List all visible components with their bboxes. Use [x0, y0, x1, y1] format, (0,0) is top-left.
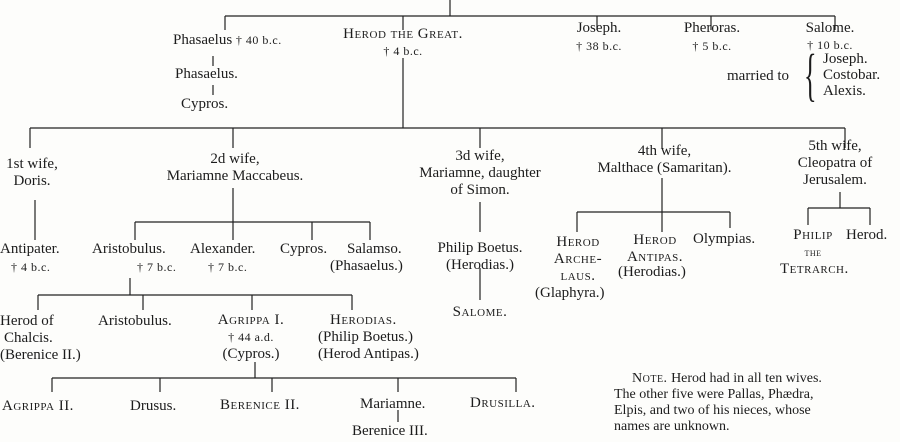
antipater: Antipater. [0, 241, 60, 257]
phasaelus-name: Phasaelus [173, 32, 233, 48]
herod-the-great-death: † 4 b.c. [383, 44, 423, 58]
married-to-label: married to [727, 68, 790, 84]
footnote: Note. Herod had in all ten wives. The other five were Pallas, Phædra, Elpis, and two of his nieces, whose names are unknown. [614, 371, 822, 434]
joseph-death: † 38 b.c. [576, 39, 622, 53]
husband-joseph: Joseph. [823, 51, 868, 67]
drusilla: Drusilla. [470, 395, 536, 411]
salome-node: Salome. [805, 20, 855, 36]
wife-mariamne-maccabeus: 2d wife, Mariamne Maccabeus. [166, 151, 304, 184]
herod-the-great: Herod the Great. [343, 26, 463, 42]
phasaelus-node [173, 32, 282, 49]
salamso: Salamso. [347, 241, 402, 257]
aristobulus: Aristobulus. [92, 241, 166, 257]
berenice-iii: Berenice III. [352, 423, 428, 439]
aristobulus-death: † 7 b.c. [137, 260, 177, 274]
joseph-node: Joseph. [576, 20, 622, 36]
alexander-death: † 7 b.c. [208, 260, 248, 274]
salome-granddaughter: Salome. [452, 304, 508, 320]
pheroras-death: † 5 b.c. [692, 39, 732, 53]
wife-doris: 1st wife, Doris. [6, 156, 58, 189]
wife-mariamne-simon: 3d wife, Mariamne, daughter of Simon. [419, 148, 541, 198]
cypros-daughter: Cypros. [181, 96, 229, 112]
berenice-ii: Berenice II. [220, 397, 300, 413]
herod-archelaus-spouse: (Glaphyra.) [535, 285, 605, 301]
herod-antipas: Herod Antipas. [626, 232, 684, 265]
drusus: Drusus. [130, 398, 177, 414]
antipater-death: † 4 b.c. [11, 260, 51, 274]
wife-cleopatra: 5th wife, Cleopatra of Jerusalem. [797, 138, 873, 188]
note-label: Note. [632, 371, 668, 386]
salamso-spouse: (Phasaelus.) [330, 258, 403, 274]
phasaelus-son: Phasaelus. [175, 66, 238, 82]
salome-death: † 10 b.c. [807, 38, 853, 52]
agrippa-i: Agrippa I. † 44 a.d. (Cypros.) [217, 312, 285, 362]
mariamne-daughter: Mariamne. [360, 396, 426, 412]
pheroras-node: Pheroras. [683, 20, 741, 36]
wife-malthace: 4th wife, Malthace (Samaritan). [597, 143, 732, 176]
herod-archelaus: Herod Arche- laus. [553, 234, 603, 284]
phasaelus-death: † 40 b.c. [235, 33, 282, 47]
aristobulus-son: Aristobulus. [98, 313, 172, 329]
philip-the-tetrarch: Philip the Tetrarch. [780, 227, 849, 277]
agrippa-ii: Agrippa II. [2, 398, 74, 414]
herodias: Herodias. (Philip Boetus.) (Herod Antipas.) [318, 312, 419, 362]
olympias: Olympias. [693, 231, 756, 247]
herod-of-chalcis: Herod of Chalcis. (Berenice II.) [0, 313, 81, 363]
philip-boetus: Philip Boetus. [437, 240, 523, 256]
herod-antipas-spouse: (Herodias.) [618, 264, 686, 280]
alexander: Alexander. [190, 241, 256, 257]
cypros-daughter-of-mariamne: Cypros. [280, 241, 328, 257]
husband-alexis: Alexis. [823, 83, 866, 99]
husbands-brace: { [804, 42, 817, 107]
herod-son-of-cleopatra: Herod. [846, 227, 888, 243]
husband-costobar: Costobar. [823, 67, 881, 83]
philip-boetus-spouse: (Herodias.) [446, 257, 514, 273]
